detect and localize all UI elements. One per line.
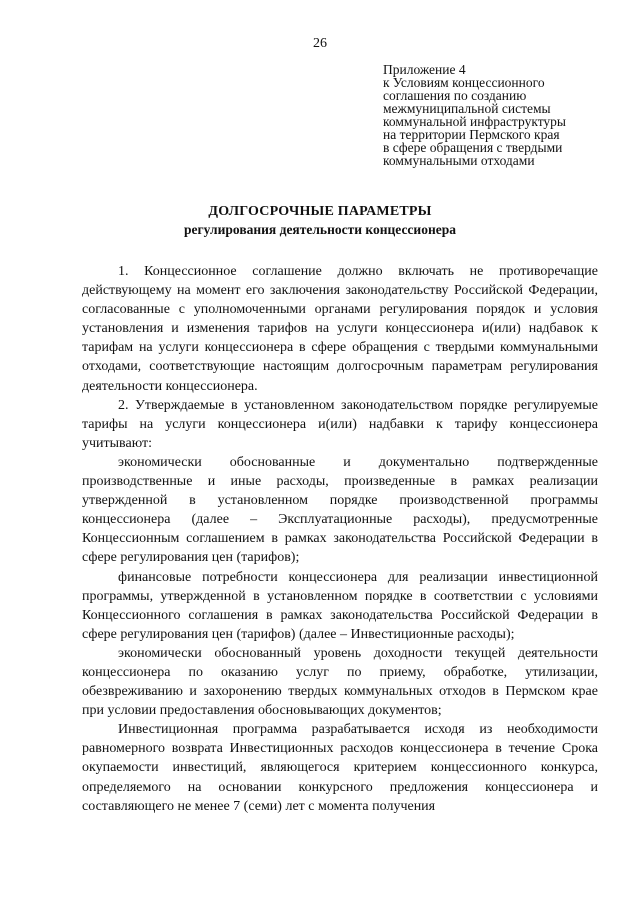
paragraph: Инвестиционная программа разрабатывается исходя из необходимости равномерного возврата Инвестиционных расходов концессионера в течение Срока окупаемости инвестиций, являющегося критерием концессионного конкурса, определяемого на основании конкурсного предложения концессионера и составляющего не менее 7 (семи) лет с момента получения — [82, 722, 598, 814]
paragraph: финансовые потребности концессионера для реализации инвестиционной программы, утвержденной в установленном порядке в соответствии с условиями Концессионного соглашения в рамках законодательства Российской Федерации в сфере регулирования цен (тарифов) (далее – Инвестиционные расходы); — [82, 569, 598, 642]
paragraph: экономически обоснованный уровень доходности текущей деятельности концессионера по оказанию услуг по приему, обработке, утилизации, обезвреживанию и захоронению твердых коммунальных отходов в Пермском крае при условии предоставления обосновывающих документов; — [82, 645, 598, 719]
document-heading — [0, 203, 640, 239]
paragraph: 1. Концессионное соглашение должно включать не противоречащие действующему на момент его заключения законодательству Российской Федерации, согласованные с уполномоченными органами регулирования порядок и условия установления и изменения тарифов на услуги концессионера и(или) надбавок к тарифам на услуги концессионера в сфере обращения с твердыми коммунальными отходами, соответствующие настоящим долгосрочным параметрам регулирования деятельности концессионера. — [82, 264, 598, 394]
document-title: ДОЛГОСРОЧНЫЕ ПАРАМЕТРЫ — [208, 204, 432, 219]
paragraph: 2. Утверждаемые в установленном законодательством порядке регулируемые тарифы на услуги концессионера и(или) надбавки к тарифу концессионера учитывают: — [82, 397, 598, 451]
annex-line: в сфере обращения с твердыми — [383, 140, 563, 155]
annex-line: коммунальными отходами — [383, 153, 535, 168]
annex-line: Приложение 4 — [383, 62, 466, 77]
page-number: 26 — [313, 36, 327, 51]
document-body — [82, 262, 598, 816]
annex-line: коммунальной инфраструктуры — [383, 114, 566, 129]
annex-header — [383, 63, 613, 167]
annex-line: на территории Пермского края — [383, 127, 560, 142]
document-subtitle: регулирования деятельности концессионера — [184, 222, 456, 237]
paragraph: экономически обоснованные и документально подтвержденные производственные и иные расходы, произведенные в рамках реализации утвержденной в установленном порядке производственной программы концессионера (далее – Эксплуатационные расходы), предусмотренные Концессионным соглашением в рамках законодательства Российской Федерации в сфере регулирования цен (тарифов); — [82, 454, 598, 566]
annex-line: межмуниципальной системы — [383, 101, 551, 116]
annex-line: к Условиям концессионного — [383, 75, 545, 90]
annex-line: соглашения по созданию — [383, 88, 527, 103]
